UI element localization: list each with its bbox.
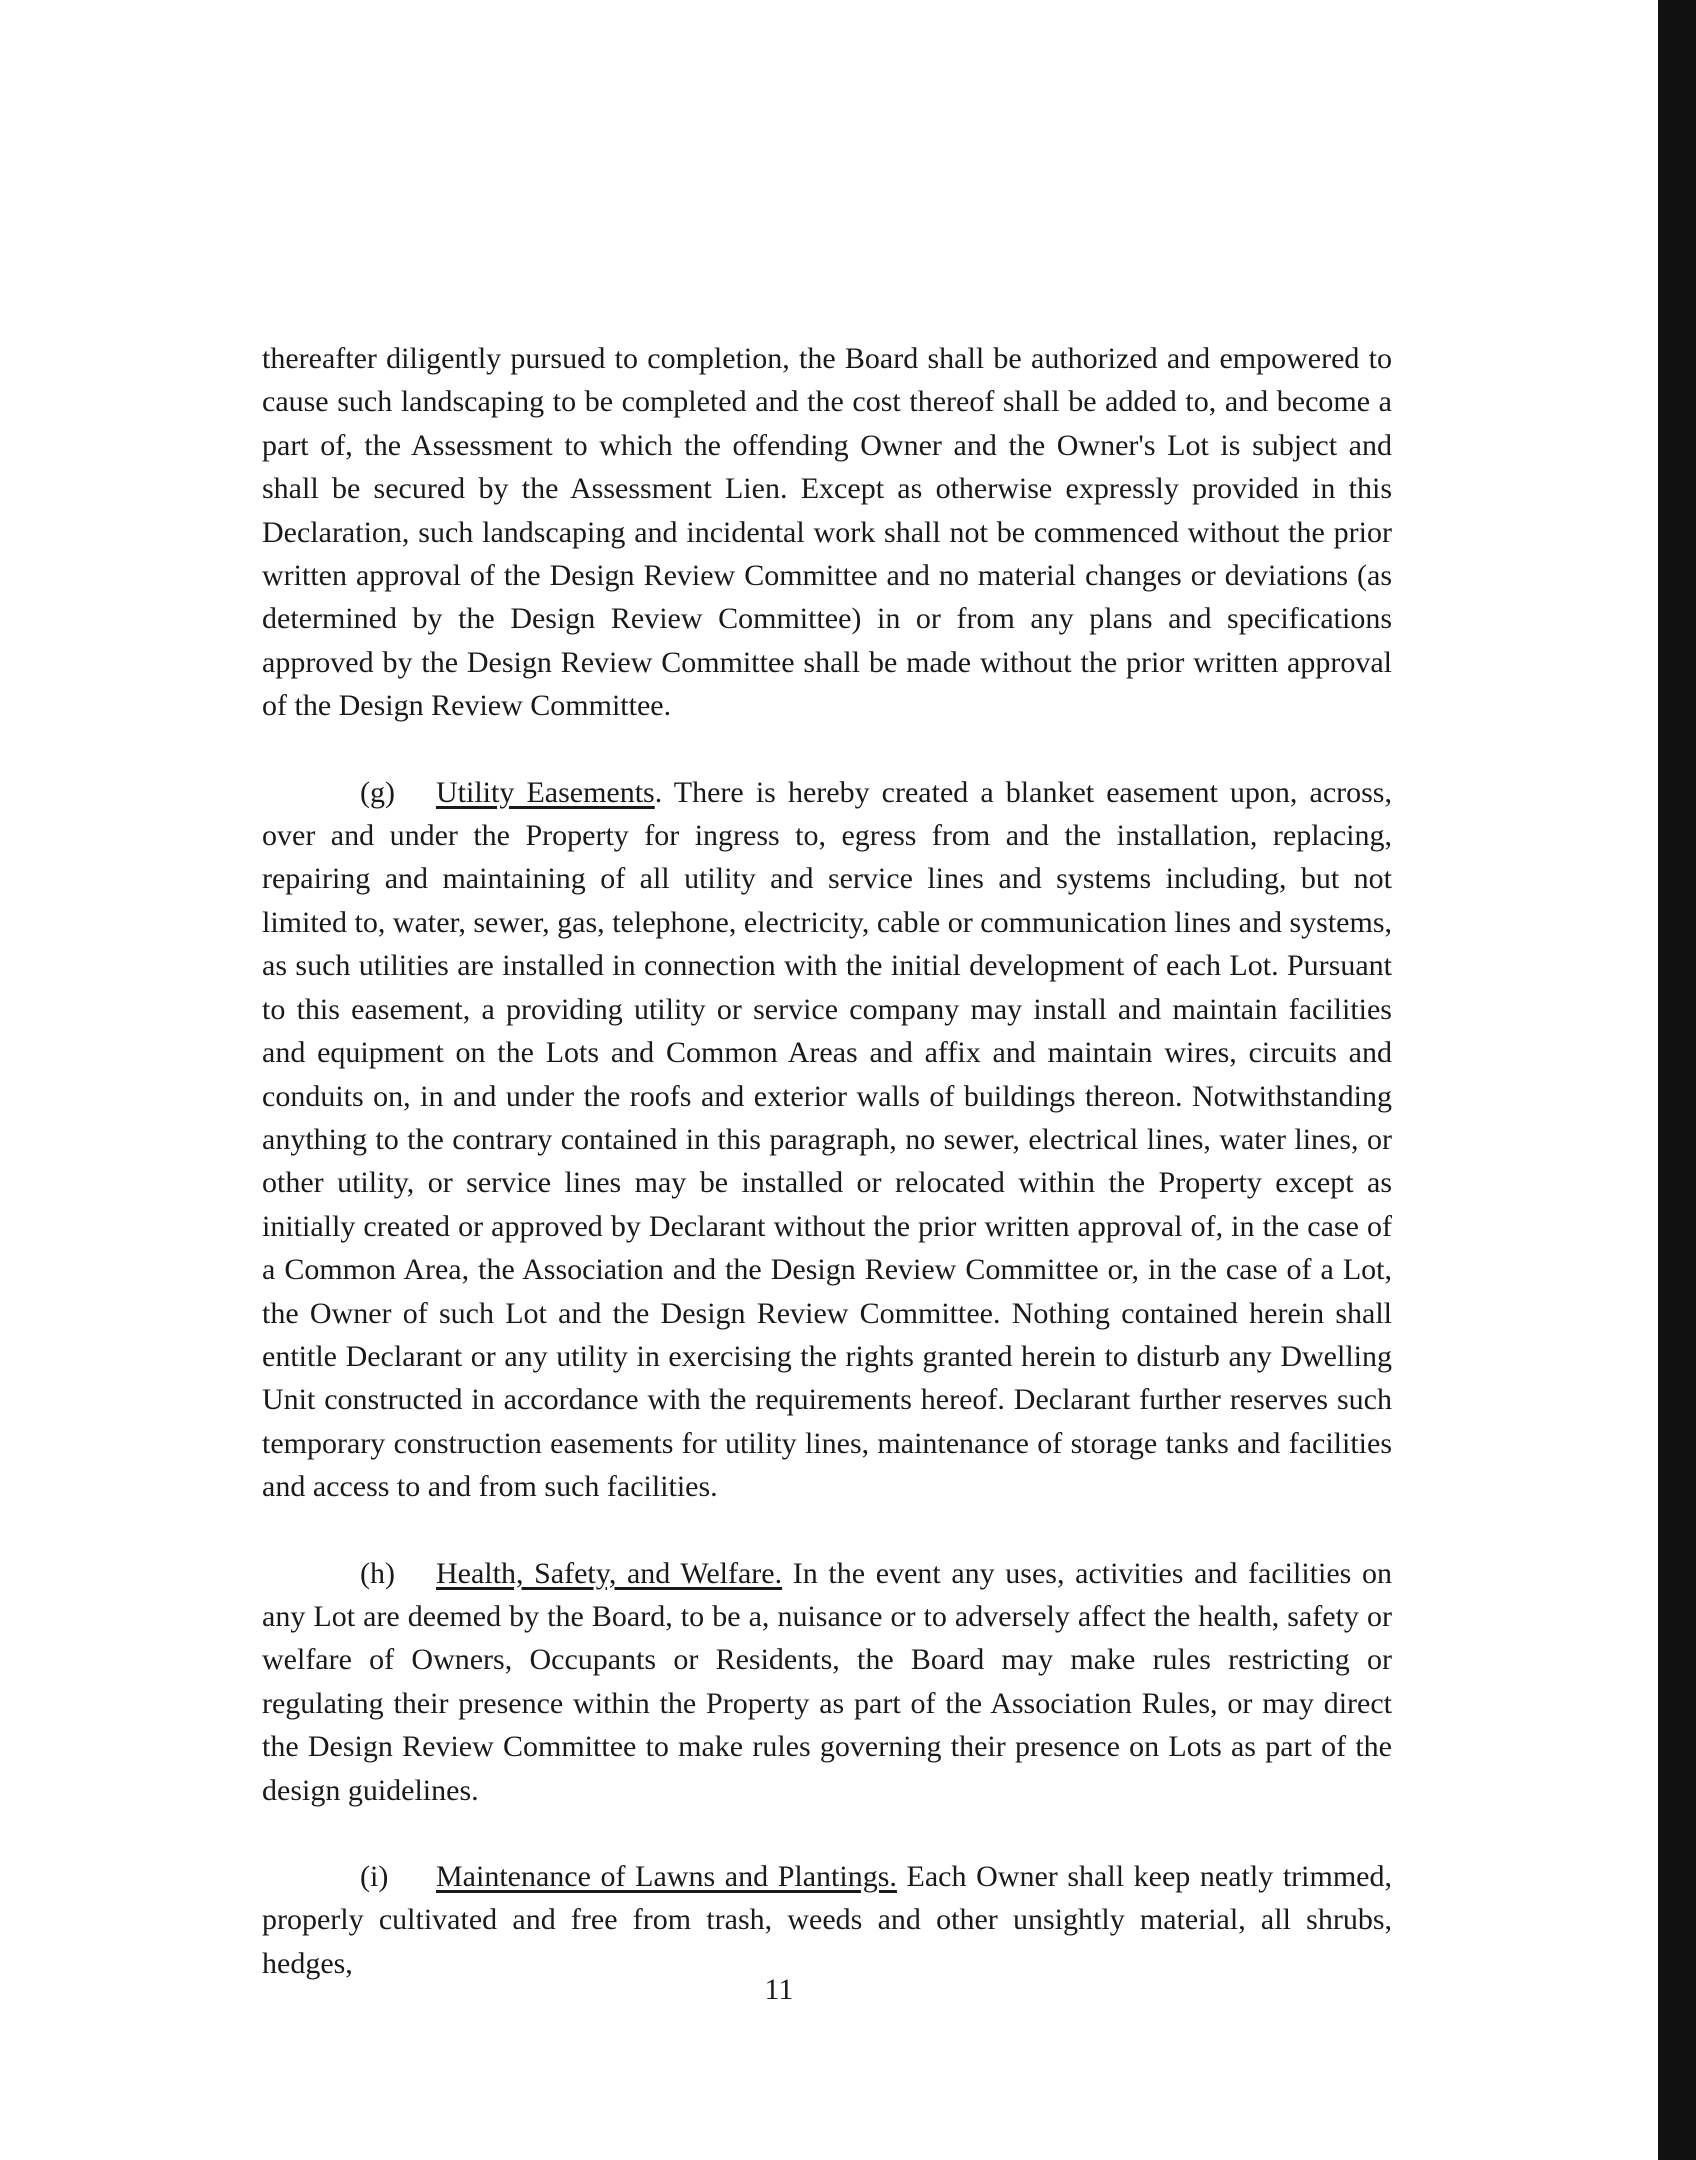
- section-marker: (g): [360, 775, 395, 809]
- paragraph-continued: [262, 337, 1392, 728]
- section-heading: Health, Safety, and Welfare.: [436, 1556, 783, 1590]
- document-body: [262, 337, 1392, 1985]
- section-heading: Maintenance of Lawns and Plantings.: [436, 1860, 897, 1893]
- section-heading: Utility Easements: [436, 775, 655, 809]
- paragraph-text: In the event any uses, activities and facilities on any Lot are deemed by the Board, to be a, nuisance or to adversely affect the health, safety or welfare of Owners, Occupants or Residents, the Board may make rules restricting or regulating their presence within the Property as part of the Association Rules, or may direct the Design Review Committee to make rules governing their presence on Lots as part of the design guidelines.: [262, 1556, 1393, 1807]
- paragraph-text: thereafter diligently pursued to completion, the Board shall be authorized and empowered to cause such landscaping to be completed and the cost thereof shall be added to, and become a part of, the Assessment to which the offending Owner and the Owner's Lot is subject and shall be secured by the Assessment Lien. Except as otherwise expressly provided in this Declaration, such landscaping and incidental work shall not be commenced without the prior written approval of the Design Review Committee and no material changes or deviations (as determined by the Design Review Committee) in or from any plans and specifications approved by the Design Review Committee shall be made without the prior written approval of the Design Review Committee.: [262, 342, 1392, 723]
- paragraph-text: . There is hereby created a blanket easement upon, across, over and under the Property for ingress to, egress from and the installation, replacing, repairing and maintaining of all utility and service lines and systems including, but not limited to, water, sewer, gas, telephone, electricity, cable or communication lines and systems, as such utilities are installed in connection with the initial development of each Lot. Pursuant to this easement, a providing utility or service company may install and maintain facilities and equipment on the Lots and Common Areas and affix and maintain wires, circuits and conduits on, in and under the roofs and exterior walls of buildings thereon. Notwithstanding anything to the contrary contained in this paragraph, no sewer, electrical lines, water lines, or other utility, or service lines may be installed or relocated within the Property except as initially created or approved by Declarant without the prior written approval of, in the case of a Common Area, the Association and the Design Review Committee or, in the case of a Lot, the Owner of such Lot and the Design Review Committee. Nothing contained herein shall entitle Declarant or any utility in exercising the rights granted herein to disturb any Dwelling Unit constructed in accordance with the requirements hereof. Declarant further reserves such temporary construction easements for utility lines, maintenance of storage tanks and facilities and access to and from such facilities.: [262, 775, 1392, 1504]
- section-marker: (i): [360, 1860, 389, 1893]
- paragraph-utility-easements: [262, 771, 1392, 1509]
- paragraph-health-safety-welfare: [262, 1552, 1392, 1812]
- section-marker: (h): [360, 1556, 395, 1590]
- scan-edge-border: [1658, 0, 1696, 2160]
- paragraph-maintenance-lawns: [262, 1855, 1392, 1985]
- page-number: 11: [764, 1973, 794, 2006]
- paragraph-text: Each Owner shall keep neatly trimmed, properly cultivated and free from trash, weeds and other unsightly material, all shrubs, hedges,: [262, 1860, 1392, 1980]
